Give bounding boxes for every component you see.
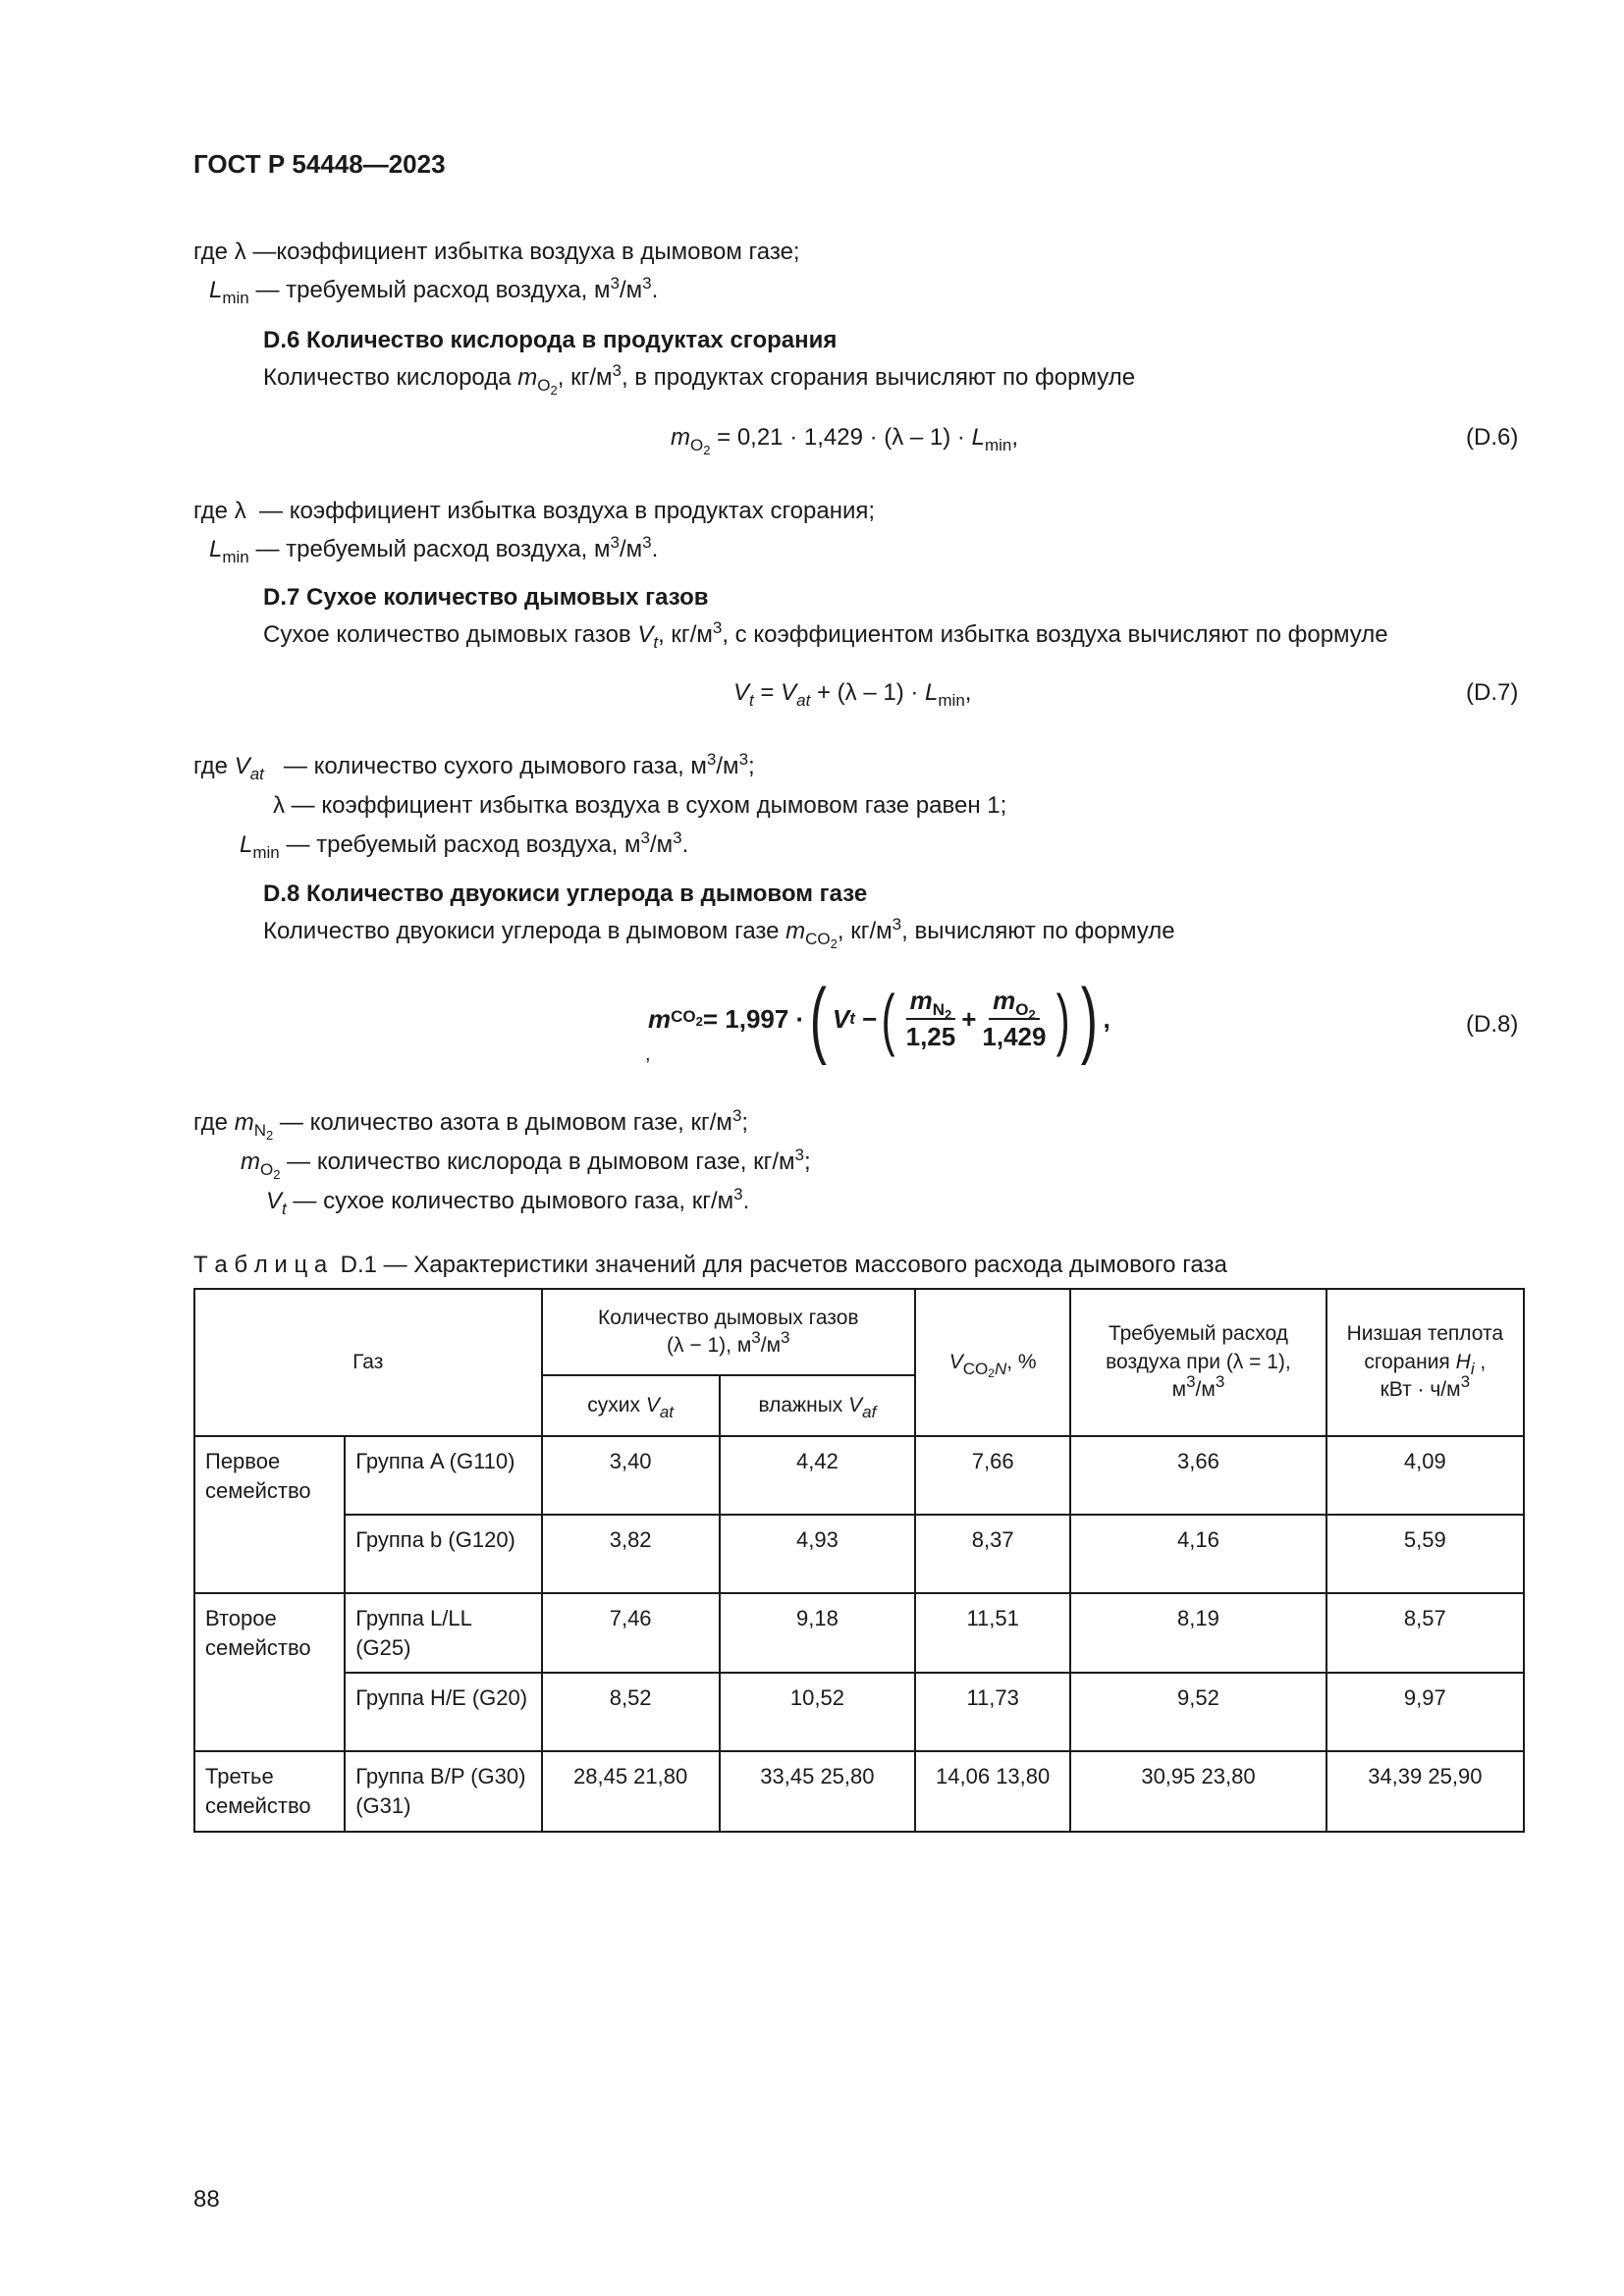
paren-open-inner: ( [881,981,895,1057]
page-number: 88 [193,2186,220,2213]
heat-cell: 8,57 [1326,1593,1524,1673]
group-cell: Группа B/P (G30) (G31) [345,1751,541,1831]
header-wet: влажных $V_{af}$ [720,1375,915,1436]
wet-cell: 33,45 25,80 [720,1751,915,1831]
family-cell: Второе семейство [194,1593,345,1751]
heat-cell: 5,59 [1326,1515,1524,1593]
table-row [194,1751,1524,1831]
fraction-n2: $\frac{m_{N_2}}{1,25}$ [905,986,956,1051]
where-mn2-line: где $m_{N_2}$ — количество азота в дымовом газе, $кг/м^3$; [193,1106,749,1143]
where-vat-line: где $V_{at}$ — количество сухого дымового газа, $м^3/м^3$; [193,750,755,783]
wet-cell: 4,93 [720,1515,915,1593]
section-d7-title: D.7 Сухое количество дымовых газов [263,584,709,611]
heat-cell: 34,39 25,90 [1326,1751,1524,1831]
section-d8-title: D.8 Количество двуокиси углерода в дымовом газе [263,881,868,907]
header-dry: сухих $V_{at}$ [542,1375,720,1436]
heat-cell: 9,97 [1326,1673,1524,1751]
family-cell: Первое семейство [194,1436,345,1593]
fraction-o2: $\frac{m_{O_2}}{1,429}$ [982,986,1047,1051]
vco2-cell: 7,66 [915,1436,1070,1515]
formula-d6: $m_{O_2} = 0,21 \cdot 1,429 \cdot (\lambda - 1) \cdot L_{min}$, [671,424,1019,457]
paren-close-inner: ) [1056,981,1071,1057]
header-flue-gas-quantity: Количество дымовых газов (λ − 1), $м^3/м^3$ [542,1289,916,1375]
vco2-cell: 11,51 [915,1593,1070,1673]
air-cell: 30,95 23,80 [1070,1751,1326,1831]
stray-comma: , [645,1043,651,1065]
vco2-cell: 14,06 13,80 [915,1751,1070,1831]
where-lambda-line-3: λ — коэффициент избытка воздуха в сухом дымовом газе равен 1; [273,792,1007,819]
where-lambda-line-2: где λ — коэффициент избытка воздуха в продуктах сгорания; [193,498,876,524]
family-cell: Третье семейство [194,1751,345,1831]
section-d8-intro: Количество двуокиси углерода в дымовом газе $m_{CO_2}$, $кг/м^3$, вычисляют по формуле [263,915,1175,951]
dry-cell: 8,52 [542,1673,720,1751]
air-cell: 8,19 [1070,1593,1326,1673]
header-gas: Газ [194,1289,542,1436]
vco2-cell: 8,37 [915,1515,1070,1593]
formula-d7: $V_t = V_{at} + (\lambda - 1) \cdot L_{min}$, [733,679,972,710]
wet-cell: 4,42 [720,1436,915,1515]
paren-open-outer: ( [809,972,828,1066]
table-row [194,1593,1524,1673]
table-row [194,1673,1524,1751]
group-cell: Группа A (G110) [345,1436,541,1515]
dry-cell: 7,46 [542,1593,720,1673]
gas-characteristics-table [193,1288,1525,1833]
document-header: ГОСТ Р 54448—2023 [193,149,446,179]
where-lmin-line-1: $L_{min}$ — требуемый расход воздуха, $м^3/м^3$. [209,274,659,307]
header-vco2n: $V_{CO2N}$, % [915,1289,1070,1436]
formula-d8-number: (D.8) [1466,1011,1519,1038]
paren-close-outer: ) [1080,972,1098,1066]
where-vt-line: $V_t$ — сухое количество дымового газа, $кг/м^3$. [266,1185,750,1218]
group-cell: Группа H/E (G20) [345,1673,541,1751]
section-d6-intro: Количество кислорода $m_{O_2}$, $кг/м^3$, в продуктах сгорания вычисляют по формуле [263,361,1136,398]
header-lower-heat: Низшая теплота сгорания $H_i$ , кВт · $ч/м^3$ [1326,1289,1524,1436]
wet-cell: 10,52 [720,1673,915,1751]
header-required-air: Требуемый расход воздуха при (λ = 1), $м^3/м^3$ [1070,1289,1326,1436]
air-cell: 4,16 [1070,1515,1326,1593]
table-row [194,1436,1524,1515]
group-cell: Группа b (G120) [345,1515,541,1593]
vco2-cell: 11,73 [915,1673,1070,1751]
section-d6-title: D.6 Количество кислорода в продуктах сгорания [263,327,838,353]
formula-d8: m $CO_2$ = 1,997 · ( V t − ( $\frac{m_{N_2}}{1,25}$ + $\frac{m_{O_2}}{1,429}$ ) ) , [648,972,1110,1066]
where-lmin-line-2: $L_{min}$ — требуемый расход воздуха, $м^3/м^3$. [209,533,659,566]
where-lambda-line-1: где λ —коэффициент избытка воздуха в дымовом газе; [193,239,800,265]
formula-d6-number: (D.6) [1466,424,1519,451]
dry-cell: 28,45 21,80 [542,1751,720,1831]
dry-cell: 3,82 [542,1515,720,1593]
formula-d7-number: (D.7) [1466,679,1519,706]
section-d7-intro: Сухое количество дымовых газов $V_t$, $кг/м^3$, с коэффициентом избытка воздуха вычисляют по формуле [263,618,1388,652]
dry-cell: 3,40 [542,1436,720,1515]
table-caption: Т а б л и ц а D.1 — Характеристики значений для расчетов массового расхода дымового газа [193,1252,1227,1278]
where-mo2-line: $m_{O_2}$ — количество кислорода в дымовом газе, $кг/м^3$; [241,1146,811,1182]
heat-cell: 4,09 [1326,1436,1524,1515]
air-cell: 9,52 [1070,1673,1326,1751]
group-cell: Группа L/LL (G25) [345,1593,541,1673]
air-cell: 3,66 [1070,1436,1326,1515]
wet-cell: 9,18 [720,1593,915,1673]
table-row [194,1515,1524,1593]
where-lmin-line-3: $L_{min}$ — требуемый расход воздуха, $м^3/м^3$. [240,828,689,862]
